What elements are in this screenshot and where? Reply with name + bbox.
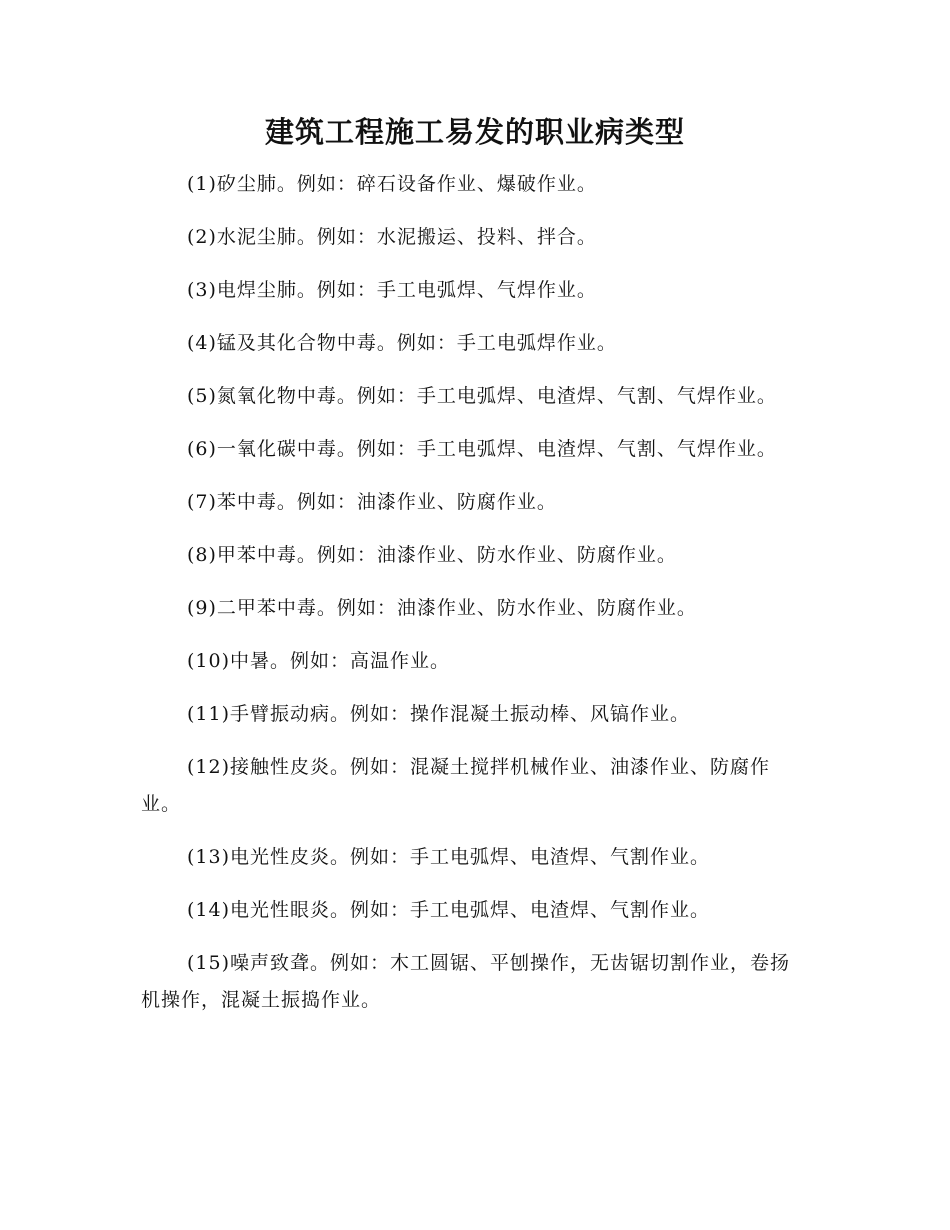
list-item-8: (8)甲苯中毒。例如：油漆作业、防水作业、防腐作业。 — [187, 544, 677, 566]
list-item-1: (1)矽尘肺。例如：碎石设备作业、爆破作业。 — [187, 173, 597, 195]
list-item-15: (15)噪声致聋。例如：木工圆锯、平刨操作，无齿锯切割作业，卷扬机操作，混凝土振捣作业。 — [141, 952, 791, 1011]
list-item-10: (10)中暑。例如：高温作业。 — [187, 650, 451, 672]
list-item-14: (14)电光性眼炎。例如：手工电弧焊、电渣焊、气割作业。 — [187, 899, 711, 921]
document-body — [141, 166, 796, 1035]
list-item-7: (7)苯中毒。例如：油漆作业、防腐作业。 — [187, 491, 557, 513]
list-item-9: (9)二甲苯中毒。例如：油漆作业、防水作业、防腐作业。 — [187, 597, 697, 619]
list-item-13: (13)电光性皮炎。例如：手工电弧焊、电渣焊、气割作业。 — [187, 846, 711, 868]
list-item-2: (2)水泥尘肺。例如：水泥搬运、投料、拌合。 — [187, 226, 597, 248]
list-item-12: (12)接触性皮炎。例如：混凝土搅拌机械作业、油漆作业、防腐作业。 — [141, 756, 771, 815]
list-item-5: (5)氮氧化物中毒。例如：手工电弧焊、电渣焊、气割、气焊作业。 — [187, 385, 777, 407]
list-item-11: (11)手臂振动病。例如：操作混凝土振动棒、风镐作业。 — [187, 703, 691, 725]
list-item-4: (4)锰及其化合物中毒。例如：手工电弧焊作业。 — [187, 332, 617, 354]
document-title: 建筑工程施工易发的职业病类型 — [264, 115, 685, 149]
list-item-6: (6)一氧化碳中毒。例如：手工电弧焊、电渣焊、气割、气焊作业。 — [187, 438, 777, 460]
list-item-3: (3)电焊尘肺。例如：手工电弧焊、气焊作业。 — [187, 279, 597, 301]
